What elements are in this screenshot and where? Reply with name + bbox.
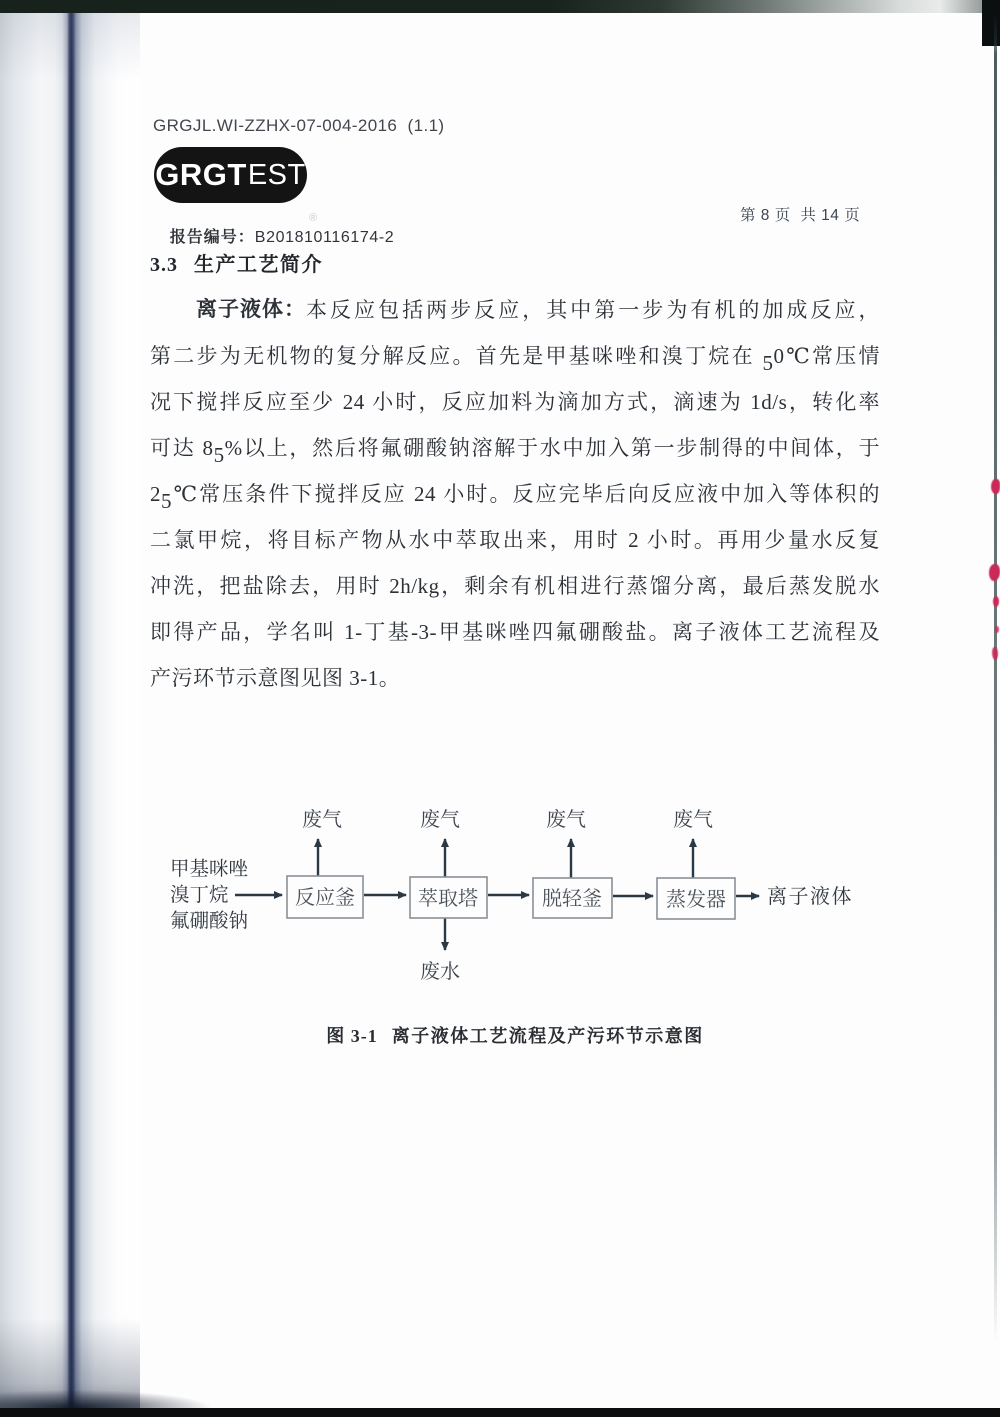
book-spine-shading	[0, 10, 140, 1408]
process-box-label: 反应釜	[295, 887, 355, 909]
waste-gas-label: 废气	[546, 809, 586, 831]
red-ink-mark	[993, 596, 999, 607]
report-number-value: B201810116174-2	[254, 229, 395, 246]
process-box-label: 萃取塔	[418, 888, 478, 910]
red-ink-mark	[995, 626, 999, 633]
diagram-input-label: 甲基咪唑	[170, 859, 249, 880]
section-number: 3.3	[150, 254, 178, 276]
scan-edge-right-line	[994, 14, 997, 1344]
paragraph-line: 产污环节示意图见图 3-1。	[150, 666, 401, 690]
waste-gas-label: 废气	[673, 809, 713, 831]
process-box-extractor	[410, 877, 487, 918]
figure-caption-label: 图 3-1	[326, 1026, 378, 1046]
diagram-input-label: 溴丁烷	[170, 885, 229, 906]
paragraph-line: 第二步为无机物的复分解反应。首先是甲基咪唑和溴丁烷在 50℃常压情	[150, 344, 880, 375]
report-number-label: 报告编号：	[169, 229, 255, 246]
section-title: 生产工艺简介	[194, 254, 323, 276]
paragraph-line: 冲洗，把盐除去，用时 2h/kg，剩余有机相进行蒸馏分离，最后蒸发脱水	[150, 574, 880, 598]
scan-edge-top	[0, 0, 1000, 13]
scan-edge-top-right-corner	[982, 0, 1000, 46]
red-ink-mark	[992, 647, 998, 660]
spine-bottom-shadow	[0, 1384, 320, 1408]
process-box-label: 脱轻釜	[542, 888, 602, 910]
paragraph-line: 25℃常压条件下搅拌反应 24 小时。反应完毕后向反应液中加入等体积的	[150, 482, 880, 513]
paragraph-line: 即得产品，学名叫 1-丁基-3-甲基咪唑四氟硼酸盐。离子液体工艺流程及	[150, 620, 880, 644]
paragraph-line: 况下搅拌反应至少 24 小时，反应加料为滴加方式，滴速为 1d/s，转化率	[150, 390, 880, 414]
scan-edge-bottom	[0, 1408, 1000, 1417]
logo-text-light: EST	[247, 158, 306, 191]
document-code: GRGJL.WI-ZZHX-07-004-2016 (1.1)	[153, 116, 445, 135]
process-box-stripper	[533, 878, 612, 918]
diagram-output-label: 离子液体	[767, 886, 853, 908]
waste-gas-label: 废气	[420, 809, 460, 831]
page-indicator: 第 8 页 共 14 页	[740, 207, 861, 224]
red-ink-mark	[991, 479, 1000, 494]
section-heading	[150, 248, 323, 277]
diagram-input-label: 氟硼酸钠	[170, 911, 249, 932]
paragraph-line: 离子液体： 本反应包括两步反应，其中第一步为有机的加成反应，	[150, 287, 880, 333]
paragraph-lead: 离子液体：	[196, 298, 306, 321]
paragraph-line: 二氯甲烷，将目标产物从水中萃取出来，用时 2 小时。再用少量水反复	[150, 528, 880, 552]
red-ink-mark	[989, 564, 1000, 581]
process-box-reactor	[287, 876, 363, 918]
registered-trademark-icon: ®	[309, 212, 318, 224]
figure-caption	[150, 1022, 880, 1048]
process-box-evaporator	[657, 878, 735, 919]
waste-gas-label: 废气	[302, 809, 342, 831]
logo-text-bold: GRGT	[155, 157, 247, 192]
process-flow-diagram	[145, 795, 865, 1005]
grgtest-logo	[154, 147, 307, 203]
paragraph-line: 可达 85%以上，然后将氟硼酸钠溶解于水中加入第一步制得的中间体，于	[150, 436, 881, 467]
body-paragraph	[150, 287, 880, 701]
process-box-label: 蒸发器	[666, 889, 726, 911]
figure-caption-title: 离子液体工艺流程及产污环节示意图	[391, 1026, 704, 1046]
waste-water-label: 废水	[420, 961, 460, 983]
